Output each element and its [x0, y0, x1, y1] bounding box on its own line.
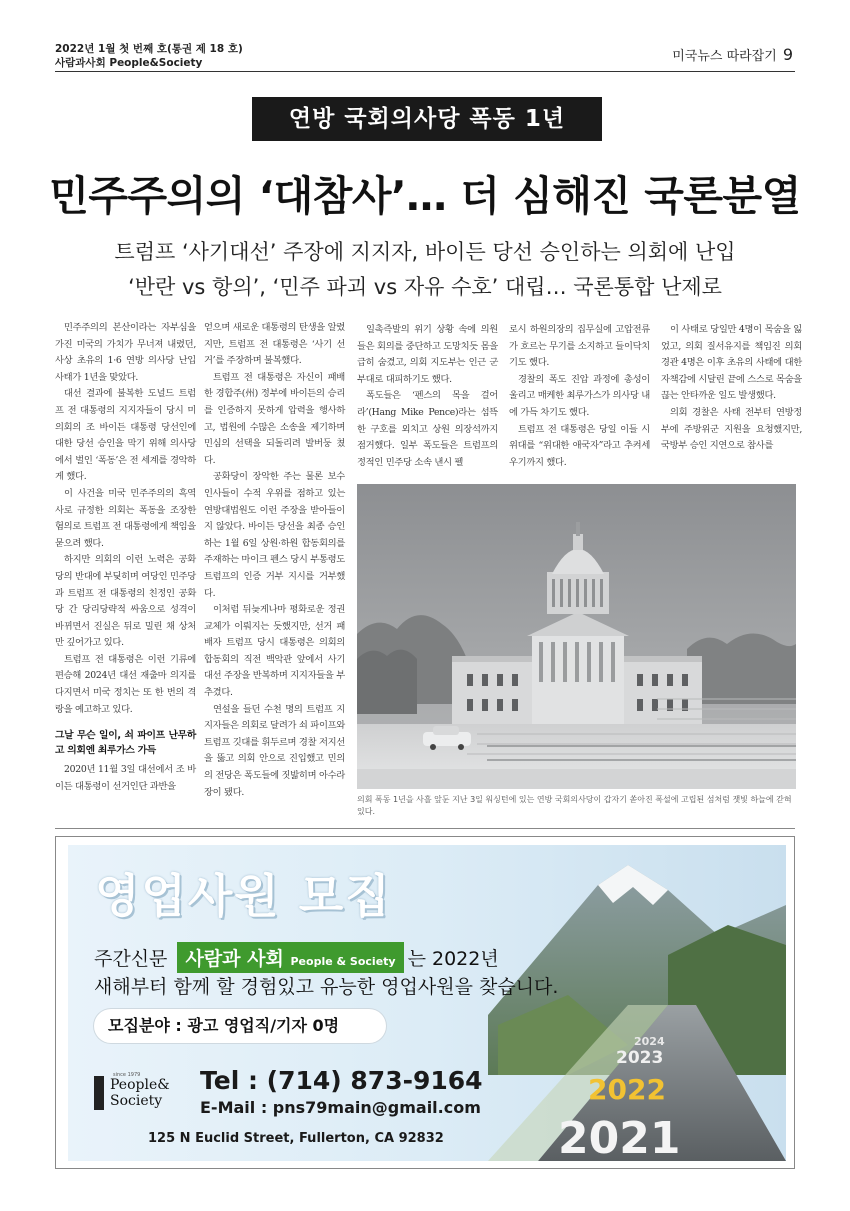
article-column-5: [661, 322, 802, 455]
paragraph: 로시 하원의장의 집무실에 고압전류가 흐르는 무기를 소지하고 들이닥치기도 했다.: [509, 324, 650, 369]
ad-email: E-Mail : pns79main@gmail.com: [200, 1098, 481, 1117]
section-subtitle: 그날 무슨 일이, 쇠 파이프 난무하고 의회엔 최루가스 가득: [55, 730, 196, 757]
capitol-snow-photo: [357, 484, 796, 789]
paragraph: 폭도들은 ‘펜스의 목을 걸어라’(Hang Mike Pence)라는 섬뜩한 구호를 외치고 상원 의장석까지 점거했다. 일부 폭도들은 트럼프의 정적인 민주당 소속 낸시 펠: [357, 390, 498, 468]
year-2024: 2024: [634, 1035, 665, 1048]
article-column-3: [357, 322, 498, 471]
header-rule: [55, 71, 795, 72]
paragraph: 일촉즉발의 위기 상황 속에 의원들은 회의를 중단하고 도망치듯 몸을 급히 숨겼고, 의회 지도부는 인근 군부대로 대피하기도 했다.: [357, 324, 498, 385]
paragraph: 트럼프 전 대통령은 자신이 패배한 경합주(州) 정부에 바이든의 승리를 인증하지 못하게 압력을 행사하고, 법원에 수많은 소송을 제기하며 민심의 선택을 되돌리려 발버둥 쳤다.: [204, 371, 345, 466]
headline: 민주주의의 ‘대참사’… 더 심해진 국론분열: [49, 172, 801, 220]
brand-en: People & Society: [290, 955, 396, 968]
ad-line1-post: 는 2022년: [407, 948, 499, 970]
publication-name: 사람과사회 People&Society: [55, 57, 203, 69]
paragraph: 하지만 의회의 이런 노력은 공화당의 반대에 부딪히며 여당인 민주당과 트럼프 전 대통령의 친정인 공화당 간 당리당략적 싸움으로 성격이 바뀌면서 진실은 뒤로 밀린 채 상처만 깊어가고 있다.: [55, 554, 196, 649]
paragraph: 민주주의의 본산이라는 자부심을 가진 미국의 가치가 무너져 내렸던, 사상 초유의 1·6 연방 의사당 난입 사태가 1년을 맞았다.: [55, 322, 196, 383]
paragraph: 의회 경찰은 사태 전부터 연방정부에 주방위군 지원을 요청했지만, 국방부 승인 지연으로 참사를: [661, 406, 802, 452]
subhead-1: 트럼프 ‘사기대선’ 주장에 지지자, 바이든 당선 승인하는 의회에 난입: [114, 240, 736, 264]
logo-name-1: People&: [110, 1077, 170, 1093]
topic-banner: 연방 국회의사당 폭동 1년: [252, 97, 602, 141]
article-column-1: [55, 320, 196, 795]
subhead-2: ‘반란 vs 항의’, ‘민주 파괴 vs 자유 수호’ 대립… 국론통합 난제로: [128, 275, 722, 299]
brand-ko: 사람과 사회: [185, 948, 284, 970]
brand-badge: [177, 942, 403, 973]
ad-title: 영업사원 모집: [95, 869, 392, 923]
paragraph: 대선 결과에 불복한 도널드 트럼프 전 대통령의 지지자들이 당시 미 의회의 조 바이든 대통령 당선인에 대한 당선 승인을 막기 위해 의사당에서 벌인 ‘폭동’은 전 세계를 경악하게 했다.: [55, 388, 196, 483]
year-2022: 2022: [588, 1073, 666, 1106]
year-2023: 2023: [616, 1048, 664, 1068]
ad-line-1: [94, 942, 499, 973]
paragraph: 2020년 11월 3일 대선에서 조 바이든 대통령이 선거인단 과반을: [55, 764, 196, 792]
paragraph: 경찰의 폭도 진압 과정에 총성이 울리고 매케한 최루가스가 의사당 내에 가득 차기도 했다.: [509, 373, 650, 418]
masthead-right: [672, 45, 793, 64]
issue-info: 2022년 1월 첫 번째 호(통권 제 18 호): [55, 43, 243, 55]
year-2021: 2021: [558, 1113, 681, 1161]
ad-line1-pre: 주간신문: [94, 948, 168, 970]
people-society-logo: [94, 1072, 194, 1114]
paragraph: 공화당이 장악한 주는 물론 보수 인사들이 수적 우위를 점하고 있는 연방대법원도 이런 주장을 받아들이지 않았다. 바이든 당선을 최종 승인하는 1월 6일 상원·하원 합동회의를 주재하는 마이크 펜스 당시 부통령도 트럼프의 인증 거부 지시를 거부했다.: [204, 471, 345, 599]
paragraph: 얻으며 새로운 대통령의 탄생을 알렸지만, 트럼프 전 대통령은 ‘사기 선거’를 주장하며 불복했다.: [204, 322, 345, 367]
page-number: 9: [782, 45, 793, 64]
paragraph: 이처럼 뒤늦게나마 평화로운 정권 교체가 이뤄지는 듯했지만, 선거 패배자 트럼프 당시 대통령은 의회의 합동회의 직전 백악관 앞에서 사기 대선 주장을 반복하며 지지자들을 부추겼다.: [204, 604, 345, 699]
ad-divider: [55, 828, 795, 829]
photo-caption: 의회 폭동 1년을 사흘 앞둔 지난 3일 워싱턴에 있는 연방 국회의사당이 갑자기 쏟아진 폭설에 고립된 섬처럼 잿빛 하늘에 갇혀 있다.: [357, 795, 792, 816]
logo-mark-icon: [94, 1076, 104, 1110]
ad-address: 125 N Euclid Street, Fullerton, CA 92832: [148, 1131, 444, 1146]
ad-phone: Tel : (714) 873-9164: [200, 1066, 483, 1095]
masthead-left: [55, 42, 243, 70]
paragraph: 이 사태로 당일만 4명이 목숨을 잃었고, 의회 질서유지를 책임진 의회 경관 4명은 이후 초유의 사태에 대한 자책감에 시달린 끝에 스스로 목숨을 끊는 안타까운 일도 발생했다.: [661, 324, 802, 402]
logo-name-2: Society: [110, 1093, 163, 1109]
paragraph: 트럼프 전 대통령은 이런 기류에 편승해 2024년 대선 재출마 의지를 다지면서 미국 정치는 또 한 번의 격랑을 예고하고 있다.: [55, 653, 196, 715]
article-column-2: [204, 320, 345, 801]
recruit-field: 모집분야 : 광고 영업직/기자 0명: [94, 1009, 386, 1043]
paragraph: 연설을 들던 수천 명의 트럼프 지지자들은 의회로 달려가 쇠 파이프와 트럼프 깃대를 휘두르며 경찰 저지선을 뚫고 의회 안으로 진입했고 민의의 전당은 폭도들에 짓밟히며 아수라장이 됐다.: [204, 703, 345, 798]
section-name: 미국뉴스 따라잡기: [672, 49, 777, 64]
paragraph: 트럼프 전 대통령은 당일 이들 시위대를 “위대한 애국자”라고 추켜세우기까지 했다.: [509, 423, 650, 468]
ad-line-2: 새해부터 함께 할 경험있고 유능한 영업사원을 찾습니다.: [94, 976, 559, 998]
paragraph: 이 사건을 미국 민주주의의 흑역사로 규정한 의회는 폭동을 조장한 혐의로 트럼프 전 대통령에게 책임을 묻으려 했다.: [55, 487, 196, 549]
article-column-4: [509, 322, 650, 471]
logo-name: [110, 1077, 170, 1109]
logo-since: since 1979: [113, 1072, 141, 1078]
